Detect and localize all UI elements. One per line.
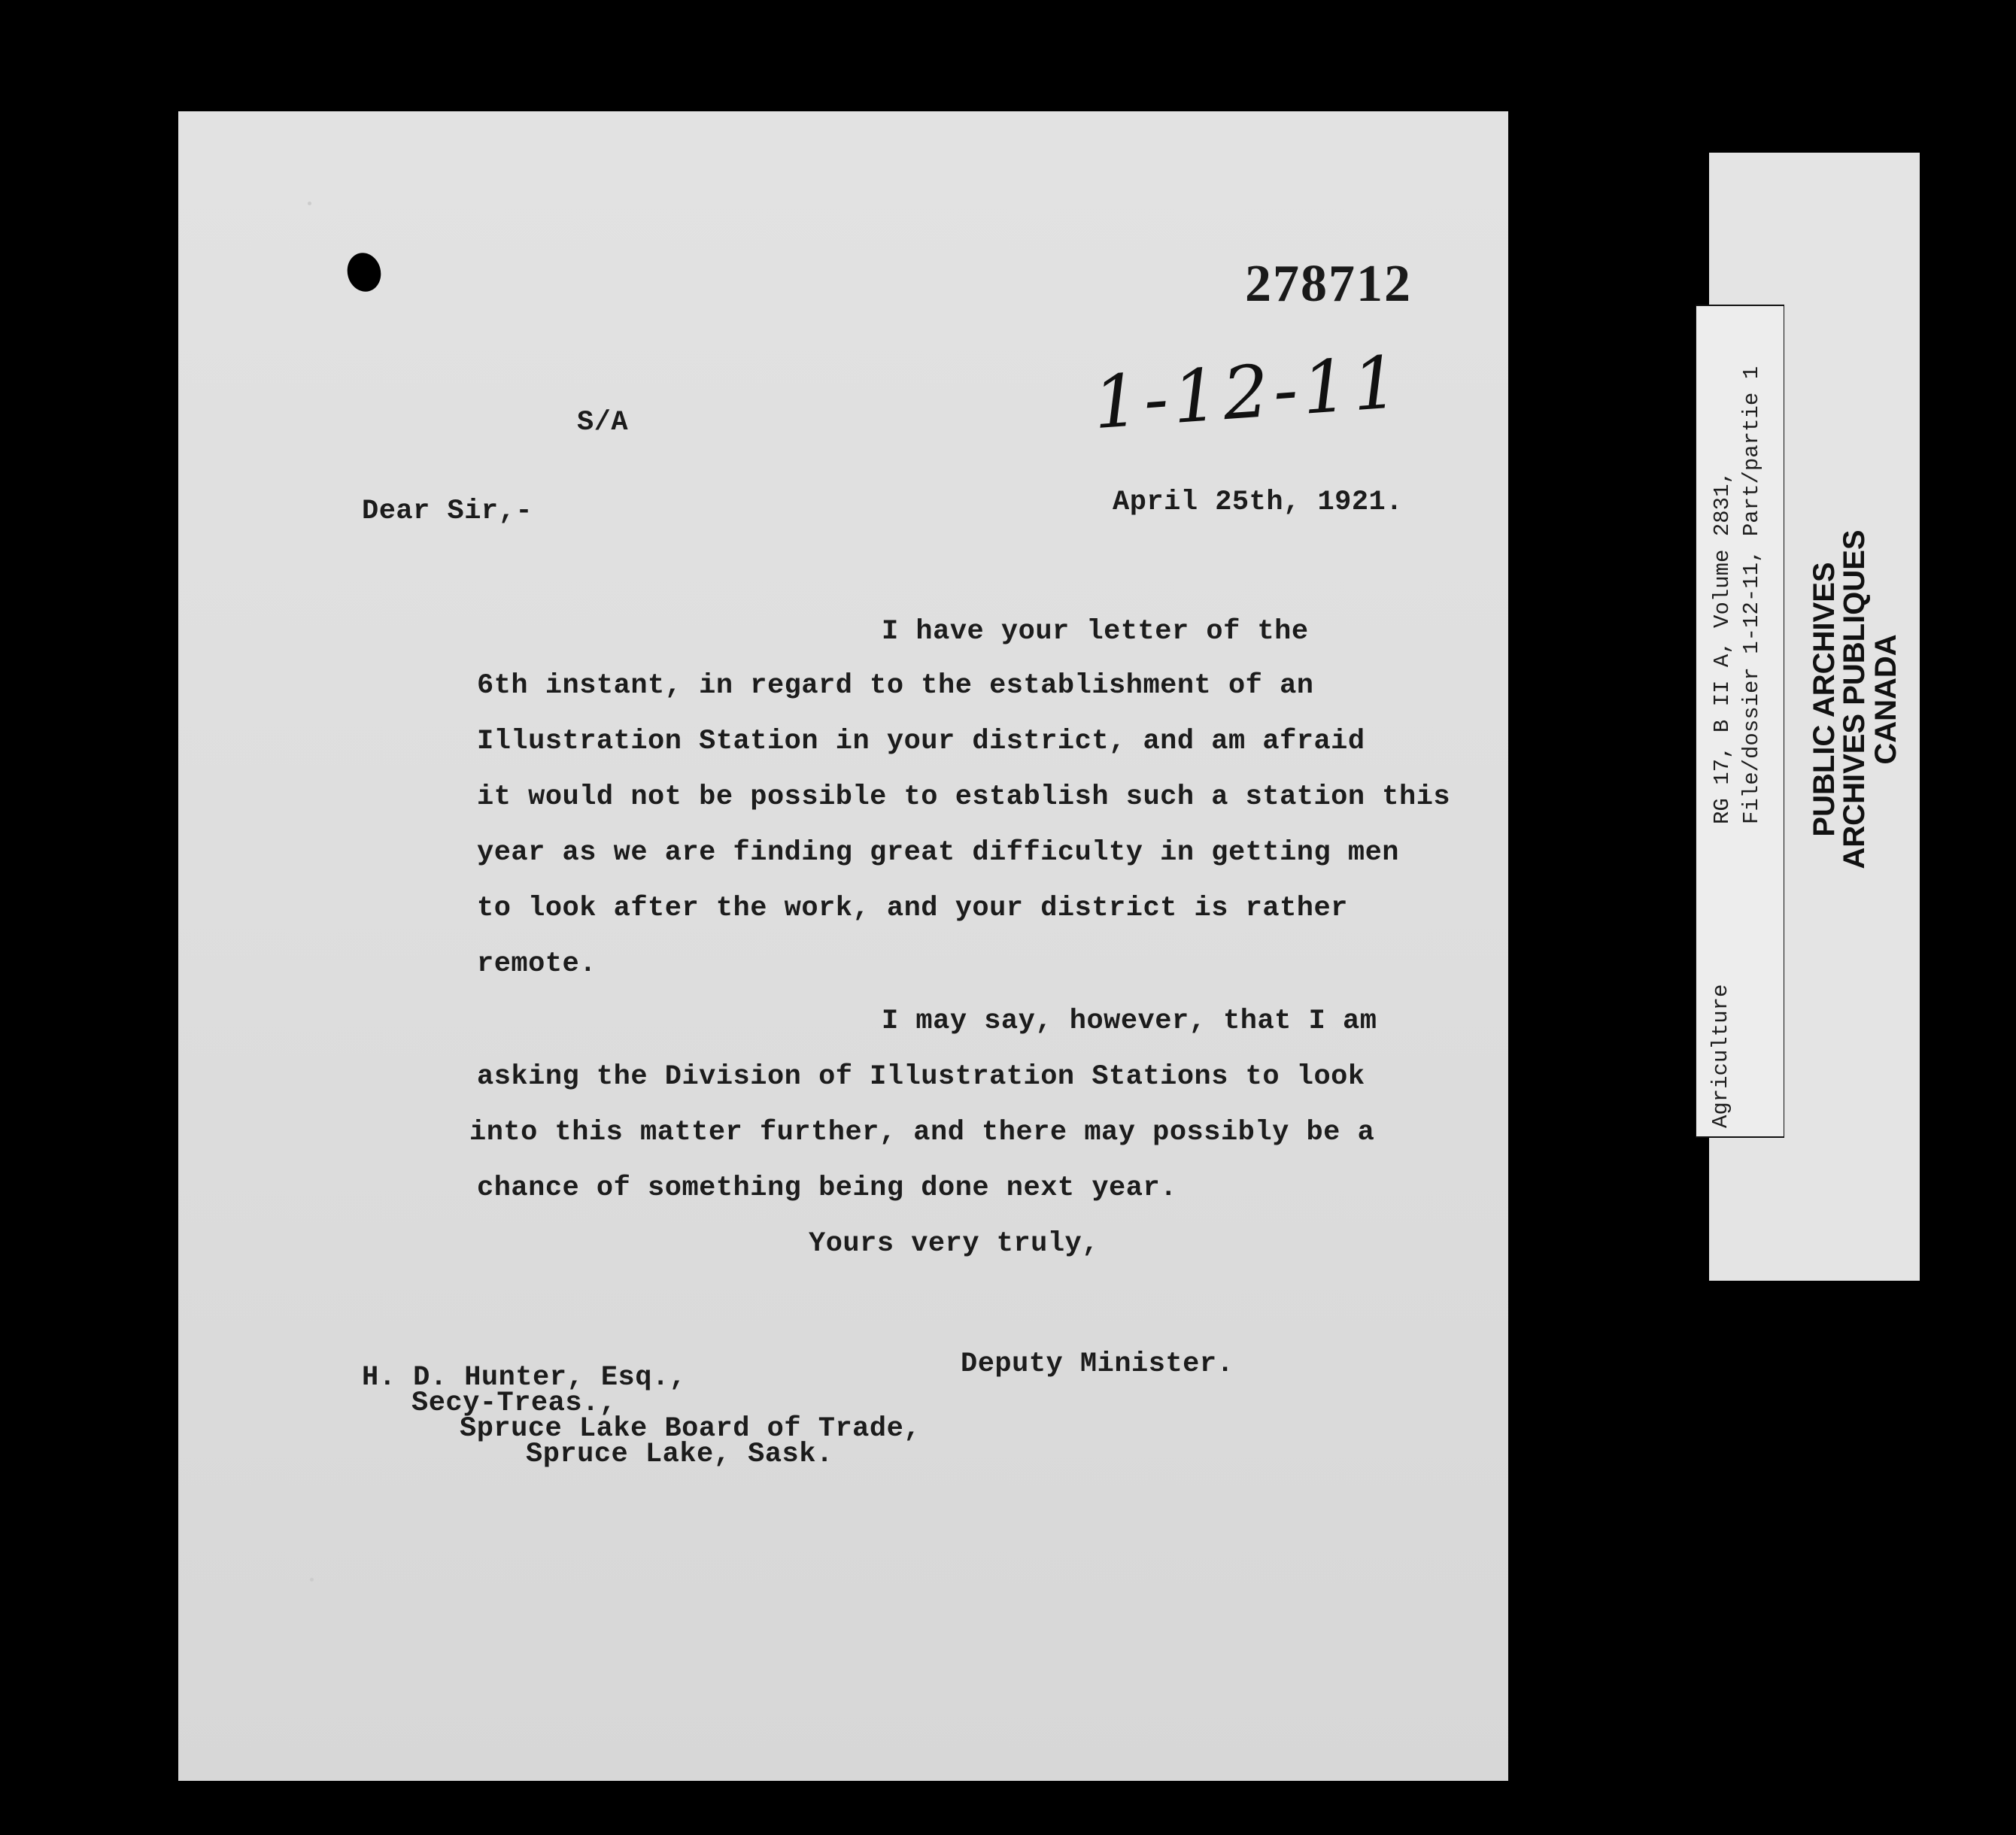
paragraph-line: to look after the work, and your district is rather (477, 893, 1348, 924)
paragraph-line: 6th instant, in regard to the establishment of an (477, 670, 1314, 702)
paragraph-line: it would not be possible to establish such a station this (477, 781, 1451, 813)
archive-department: Agriculture (1708, 984, 1733, 1128)
recipient-line: Secy-Treas., (411, 1388, 617, 1419)
paragraph-line: Illustration Station in your district, and am afraid (477, 726, 1365, 757)
letter-date: April 25th, 1921. (1113, 487, 1403, 518)
reference-initials: S/A (577, 407, 629, 438)
paragraph-line: remote. (477, 948, 597, 980)
paragraph-line: I have your letter of the (882, 616, 1309, 648)
punch-hole-mark (343, 249, 385, 296)
recipient-line: Spruce Lake Board of Trade, (460, 1413, 921, 1445)
signature-title: Deputy Minister. (961, 1348, 1234, 1380)
archives-title-line-3: CANADA (1869, 634, 1902, 765)
letter-sheet (178, 111, 1508, 1781)
paper-speck (308, 202, 311, 205)
paragraph-line: asking the Division of Illustration Stations to look (477, 1061, 1365, 1093)
archives-title-line-1: PUBLIC ARCHIVES (1808, 562, 1841, 837)
closing: Yours very truly, (809, 1228, 1099, 1260)
paragraph-line: I may say, however, that I am (882, 1005, 1377, 1037)
paragraph-line: into this matter further, and there may possibly be a (469, 1117, 1375, 1148)
archive-reference-line-2: File/dossier 1-12-11, Part/partie 1 (1739, 365, 1764, 824)
archive-reference-line-1: RG 17, B II A, Volume 2831, (1710, 471, 1735, 824)
paragraph-line: chance of something being done next year. (477, 1172, 1177, 1204)
document-stamp-number: 278712 (1245, 255, 1412, 313)
archives-title-line-2: ARCHIVES PUBLIQUES (1838, 529, 1871, 869)
handwritten-file-number: 1-12-11 (1090, 339, 1406, 446)
salutation: Dear Sir,- (362, 496, 533, 527)
recipient-line: H. D. Hunter, Esq., (362, 1362, 687, 1394)
paper-speck (310, 1578, 314, 1582)
paragraph-line: year as we are finding great difficulty in getting men (477, 837, 1399, 869)
recipient-line: Spruce Lake, Sask. (526, 1439, 833, 1470)
